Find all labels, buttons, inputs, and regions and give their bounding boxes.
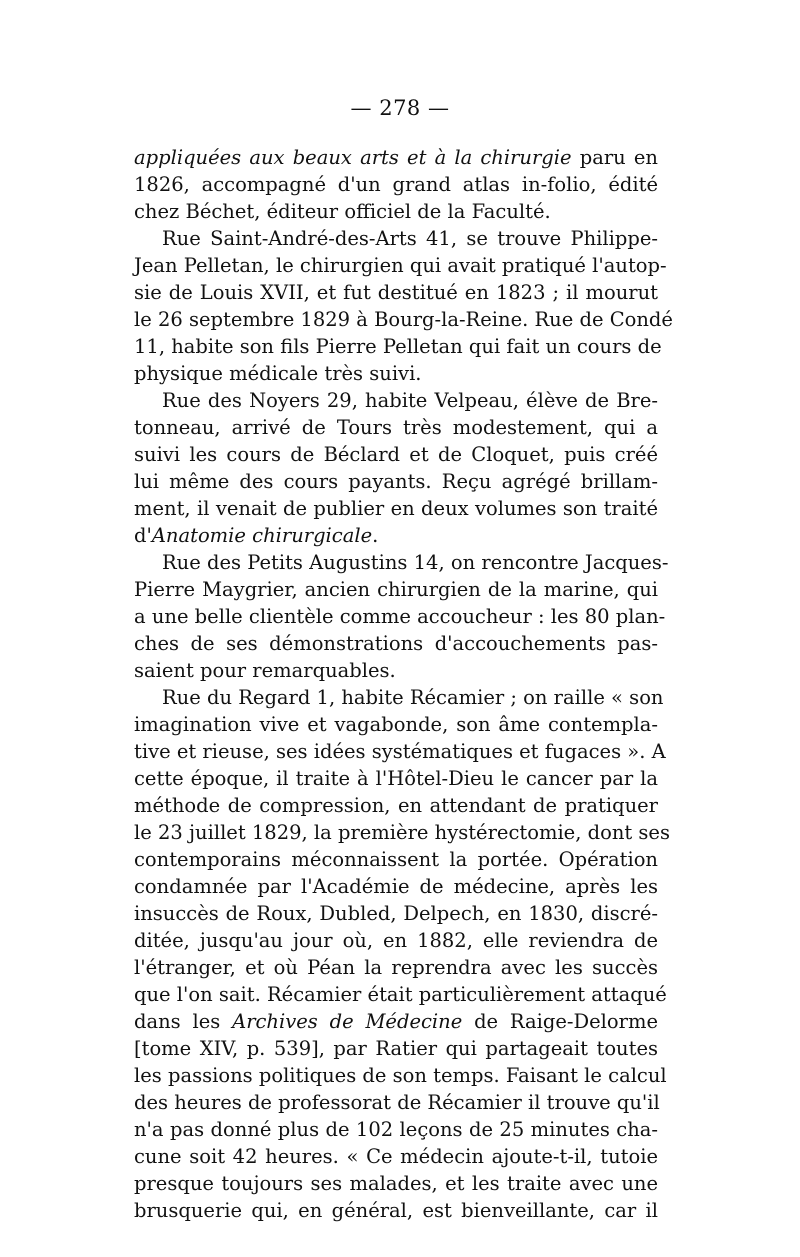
text-segment: sie de Louis XVII, et fut destitué en 1823 ; il mourut <box>134 281 658 304</box>
text-line <box>134 1089 658 1116</box>
text-line <box>134 846 658 873</box>
text-segment: méthode de compression, en attendant de pratiquer <box>134 794 658 817</box>
text-segment: le 26 septembre 1829 à Bourg-la-Reine. Rue de Condé <box>134 308 673 331</box>
text-line <box>134 225 658 252</box>
text-segment: presque toujours ses malades, et les traite avec une <box>134 1172 658 1195</box>
text-line <box>134 144 658 171</box>
text-line <box>134 522 658 549</box>
text-segment: 1826, accompagné d'un grand atlas in-folio, édité <box>134 173 658 196</box>
text-line <box>134 711 658 738</box>
text-segment: cune soit 42 heures. « Ce médecin ajoute-t-il, tutoie <box>134 1145 658 1168</box>
text-line <box>134 1143 658 1170</box>
text-line <box>134 927 658 954</box>
text-line <box>134 765 658 792</box>
text-segment: Rue des Petits Augustins 14, on rencontre Jacques- <box>162 551 669 574</box>
text-segment: paru en <box>571 146 658 169</box>
text-line <box>134 981 667 1008</box>
text-segment: . <box>372 524 379 547</box>
text-segment: physique médicale très suivi. <box>134 362 422 385</box>
text-segment: Rue Saint-André-des-Arts 41, se trouve Philippe- <box>162 227 658 250</box>
text-line <box>134 684 664 711</box>
text-segment: le 23 juillet 1829, la première hystérectomie, dont ses <box>134 821 670 844</box>
text-line <box>134 873 658 900</box>
text-segment: Rue du Regard 1, habite Récamier ; on raille « son <box>162 686 664 709</box>
text-line <box>134 1008 658 1035</box>
text-line <box>134 387 658 414</box>
text-line <box>134 306 673 333</box>
text-line <box>134 819 670 846</box>
text-line <box>134 900 658 927</box>
text-segment: contemporains méconnaissent la portée. Opération <box>134 848 658 871</box>
text-line <box>134 360 658 387</box>
text-segment: [tome XIV, p. 539], par Ratier qui partageait toutes <box>134 1037 658 1060</box>
text-line <box>134 198 658 225</box>
text-segment: condamnée par l'Académie de médecine, après les <box>134 875 658 898</box>
text-segment: que l'on sait. Récamier était particulièrement attaqué <box>134 983 667 1006</box>
text-line <box>134 549 669 576</box>
text-segment: saient pour remarquables. <box>134 659 396 682</box>
text-segment: ment, il venait de publier en deux volumes son traité <box>134 497 658 520</box>
text-line <box>134 954 658 981</box>
text-segment: insuccès de Roux, Dubled, Delpech, en 1830, discré- <box>134 902 658 925</box>
italic-title: Anatomie chirurgicale <box>151 524 373 547</box>
text-line <box>134 576 658 603</box>
text-segment: tive et rieuse, ses idées systématiques et fugaces ». A <box>134 740 666 763</box>
text-segment: des heures de professorat de Récamier il trouve qu'il <box>134 1091 660 1114</box>
text-line <box>134 1170 658 1197</box>
text-line <box>134 1035 658 1062</box>
text-segment: lui même des cours payants. Reçu agrégé brillam- <box>134 470 658 493</box>
text-line <box>134 171 658 198</box>
text-line <box>134 252 667 279</box>
text-line <box>134 1116 658 1143</box>
body-text <box>134 144 673 1224</box>
text-segment: Rue des Noyers 29, habite Velpeau, élève de Bre- <box>162 389 658 412</box>
text-segment: Jean Pelletan, le chirurgien qui avait pratiqué l'autop- <box>134 254 667 277</box>
text-line <box>134 1062 667 1089</box>
text-segment: l'étranger, et où Péan la reprendra avec les succès <box>134 956 658 979</box>
text-segment: chez Béchet, éditeur officiel de la Faculté. <box>134 200 551 223</box>
text-segment: cette époque, il traite à l'Hôtel-Dieu le cancer par la <box>134 767 658 790</box>
page-number: — 278 — <box>350 96 450 120</box>
text-line <box>134 603 666 630</box>
text-segment: suivi les cours de Béclard et de Cloquet, puis créé <box>134 443 658 466</box>
text-line <box>134 468 658 495</box>
text-segment: imagination vive et vagabonde, son âme contempla- <box>134 713 658 736</box>
text-line <box>134 1197 658 1224</box>
text-segment: les passions politiques de son temps. Faisant le calcul <box>134 1064 667 1087</box>
italic-title: appliquées aux beaux arts et à la chirurgie <box>134 146 572 169</box>
text-segment: dans les <box>134 1010 233 1033</box>
text-segment: Pierre Maygrier, ancien chirurgien de la marine, qui <box>134 578 658 601</box>
text-line <box>134 630 658 657</box>
text-line <box>134 657 658 684</box>
text-segment: ditée, jusqu'au jour où, en 1882, elle reviendra de <box>134 929 658 952</box>
text-segment: brusquerie qui, en général, est bienveillante, car il <box>134 1199 658 1222</box>
text-segment: 11, habite son fils Pierre Pelletan qui fait un cours de <box>134 335 662 358</box>
text-line <box>134 495 658 522</box>
text-segment: a une belle clientèle comme accoucheur : les 80 plan- <box>134 605 666 628</box>
text-line <box>134 441 658 468</box>
text-line <box>134 279 658 306</box>
italic-title: Archives de Médecine <box>232 1010 463 1033</box>
text-line <box>134 414 658 441</box>
text-segment: ches de ses démonstrations d'accouchements pas- <box>134 632 658 655</box>
text-line <box>134 333 662 360</box>
text-segment: d' <box>134 524 152 547</box>
text-line <box>134 792 658 819</box>
text-segment: tonneau, arrivé de Tours très modestement, qui a <box>134 416 658 439</box>
text-segment: de Raige-Delorme <box>462 1010 659 1033</box>
text-line <box>134 738 666 765</box>
text-segment: n'a pas donné plus de 102 leçons de 25 minutes cha- <box>134 1118 658 1141</box>
